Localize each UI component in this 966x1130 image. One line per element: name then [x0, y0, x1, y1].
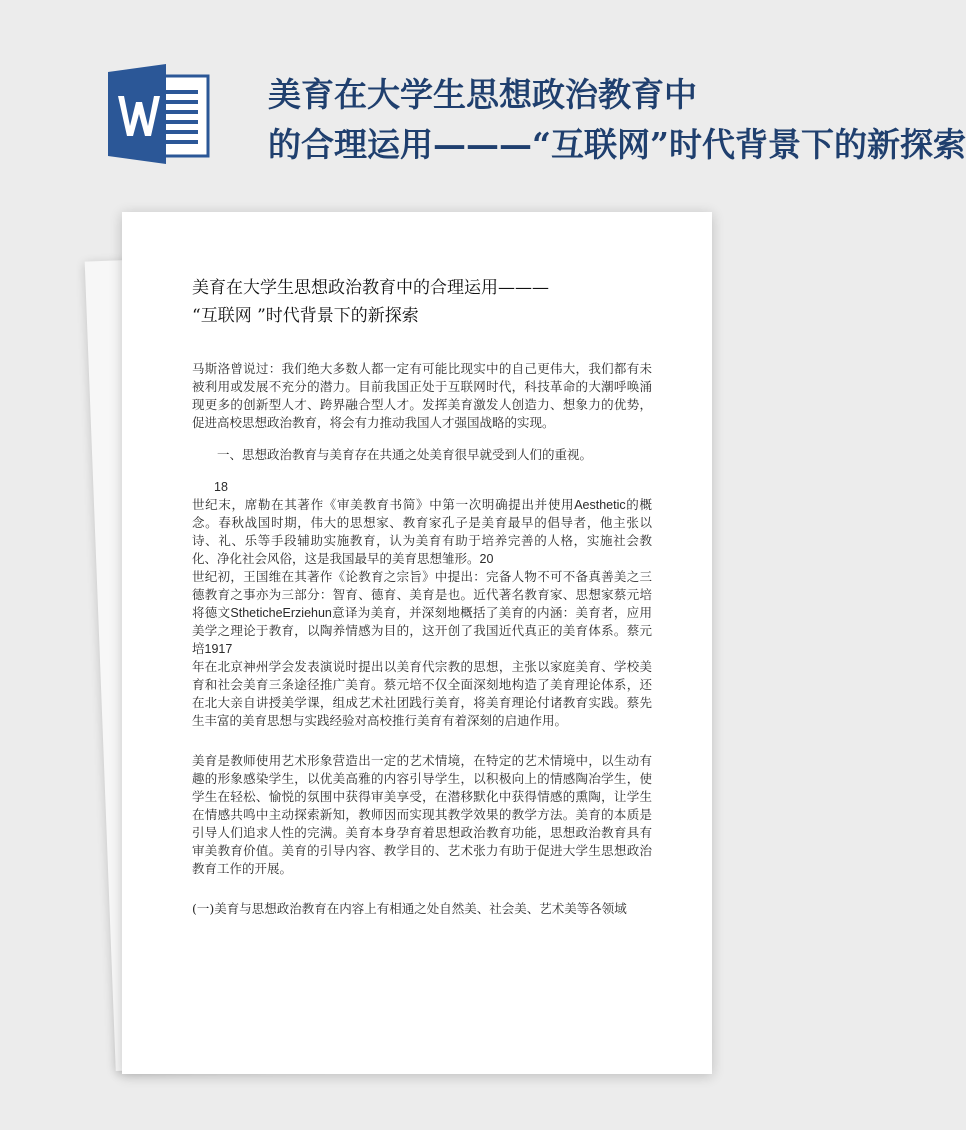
term-german: StheticheErziehun — [230, 606, 332, 620]
word-doc-icon — [104, 62, 214, 166]
history-text-c: 世纪初，王国维在其著作《论教育之宗旨》中提出：完备人物不可不备真善美之三德教育之事亦为三部分：智育、德育、美育是也。近代著名教育家、思想家蔡元培将德文 — [192, 569, 652, 620]
year-20: 20 — [479, 552, 494, 566]
history-text-a: 世纪末，席勒在其著作《审美教育书简》中第一次明确提出并使用 — [192, 497, 575, 512]
page-content — [192, 274, 652, 932]
term-aesthetic: Aesthetic — [574, 498, 626, 512]
year-18: 18 — [214, 480, 228, 494]
document-page — [122, 212, 712, 1074]
page-title-line1: 美育在大学生思想政治教育中的合理运用——— — [192, 278, 549, 298]
history-text-b: 的概念。春秋战国时期，伟大的思想家、教育家孔子是美育最早的倡导者，他主张以诗、礼、乐等手段辅助实施教育，认为美育有助于培养完善的人格，实施社会教化、净化社会风俗，这是我国最早的美育思想雏形。 — [192, 497, 652, 566]
banner-title — [268, 70, 966, 170]
intro-paragraph: 马斯洛曾说过：我们绝大多数人都一定有可能比现实中的自己更伟大，我们都有未被利用或发展不充分的潜力。目前我国正处于互联网时代，科技革命的大潮呼唤涌现更多的创新型人才、跨界融合型人才。发挥美育激发人创造力、想象力的优势，促进高校思想政治教育，将会有力推动我国人才强国战略的实现。 — [192, 361, 652, 430]
history-text-e: 年在北京神州学会发表演说时提出以美育代宗教的思想，主张以家庭美育、学校美育和社会美育三条途径推广美育。蔡元培不仅全面深刻地构造了美育理论体系，还在北大亲自讲授美学课，组成艺术社团践行美育，将美育理论付诸教育实践。蔡先生丰富的美育思想与实践经验对高校推行美育有着深刻的启迪作用。 — [192, 659, 652, 728]
banner-title-line1: 美育在大学生思想政治教育中 — [268, 75, 697, 114]
page-title — [192, 274, 652, 330]
section-heading-1: 一、思想政治教育与美育存在共通之处美育很早就受到人们的重视。 — [217, 447, 593, 462]
history-paragraph — [192, 496, 652, 730]
aesthetic-education-paragraph: 美育是教师使用艺术形象营造出一定的艺术情境，在特定的艺术情境中，以生动有趣的形象感染学生，以优美高雅的内容引导学生，以积极向上的情感陶冶学生，使学生在轻松、愉悦的氛围中获得审美享受，在潜移默化中获得情感的熏陶，让学生在情感共鸣中主动探索新知，教师因而实现其教学效果的教学方法。美育的本质是引导人们追求人性的完满。美育本身孕育着思想政治教育功能，思想政治教育具有审美教育价值。美育的引导内容、教学目的、艺术张力有助于促进大学生思想政治教育工作的开展。 — [192, 753, 652, 876]
year-1917: 1917 — [204, 642, 233, 656]
history-text-d: 意译为美育，并深刻地概括了美育的内涵：美育者，应用美学之理论于教育，以陶养情感为目的，这开创了我国近代真正的美育体系。蔡元培 — [192, 605, 652, 656]
banner-title-line2: 的合理运用———“互联网”时代背景下的新探索 — [268, 125, 966, 164]
page-title-line2: “互联网 ”时代背景下的新探索 — [192, 306, 419, 326]
subsection-heading-1: (一)美育与思想政治教育在内容上有相通之处自然美、社会美、艺术美等各领域 — [192, 901, 627, 916]
